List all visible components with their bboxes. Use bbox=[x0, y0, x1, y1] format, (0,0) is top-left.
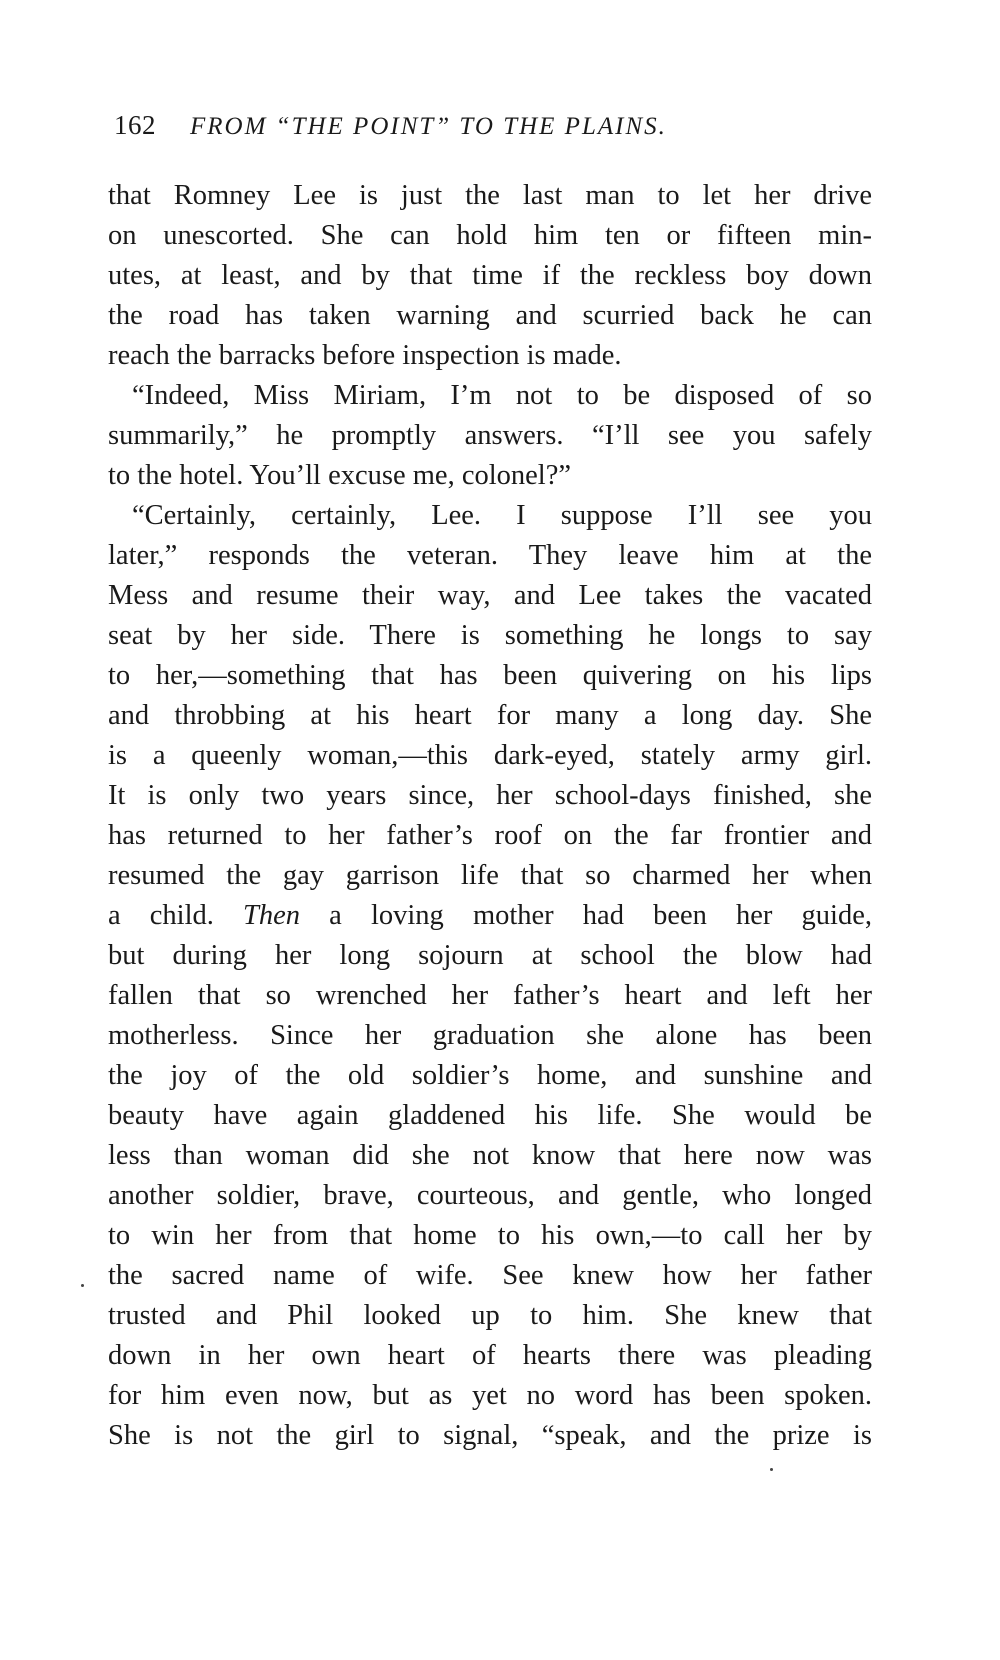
text-line: motherless. Since her graduation she alone has been bbox=[108, 1020, 872, 1051]
text-line: to the hotel. You’ll excuse me, colonel?” bbox=[108, 460, 572, 491]
text-line: less than woman did she not know that here now was bbox=[108, 1140, 872, 1171]
text-line: that Romney Lee is just the last man to let her drive bbox=[108, 180, 872, 211]
text-line: trusted and Phil looked up to him. She knew that bbox=[108, 1300, 872, 1331]
text-line: beauty have again gladdened his life. She would be bbox=[108, 1100, 872, 1131]
text-line: fallen that so wrenched her father’s heart and left her bbox=[108, 980, 872, 1011]
text-line: for him even now, but as yet no word has been spoken. bbox=[108, 1380, 872, 1411]
text-line: on unescorted. She can hold him ten or fifteen min- bbox=[108, 220, 872, 251]
text-line: resumed the gay garrison life that so charmed her when bbox=[108, 860, 872, 891]
text-line: a child. Then a loving mother had been her guide, bbox=[108, 900, 873, 931]
page-number: 162 bbox=[114, 110, 156, 140]
text-line: utes, at least, and by that time if the reckless boy down bbox=[108, 260, 872, 291]
margin-speck bbox=[81, 1284, 84, 1287]
text-line: down in her own heart of hearts there was pleading bbox=[108, 1340, 872, 1371]
text-line: reach the barracks before inspection is made. bbox=[108, 340, 622, 371]
text-line: to her,—something that has been quivering on his lips bbox=[108, 660, 872, 691]
text-line: is a queenly woman,—this dark-eyed, stately army girl. bbox=[108, 740, 872, 771]
running-head: FROM “THE POINT” TO THE PLAINS. bbox=[190, 113, 667, 140]
text-line: She is not the girl to signal, “speak, and the prize is bbox=[108, 1420, 872, 1451]
text-line: the joy of the old soldier’s home, and sunshine and bbox=[108, 1060, 872, 1091]
text-line: “Certainly, certainly, Lee. I suppose I’ll see you bbox=[132, 500, 872, 531]
text-line: and throbbing at his heart for many a long day. She bbox=[108, 700, 872, 731]
italic-word: Then bbox=[243, 900, 301, 931]
text-line: has returned to her father’s roof on the far frontier and bbox=[108, 820, 872, 851]
text-line: seat by her side. There is something he longs to say bbox=[108, 620, 872, 651]
text-line: the road has taken warning and scurried back he can bbox=[108, 300, 872, 331]
text-line: but during her long sojourn at school the blow had bbox=[108, 940, 872, 971]
text-line: later,” responds the veteran. They leave him at the bbox=[108, 540, 872, 571]
text-line: another soldier, brave, courteous, and gentle, who longed bbox=[108, 1180, 872, 1211]
text-line: “Indeed, Miss Miriam, I’m not to be disposed of so bbox=[132, 380, 872, 411]
margin-speck bbox=[770, 1468, 773, 1471]
text-line: summarily,” he promptly answers. “I’ll see you safely bbox=[108, 420, 872, 451]
text-line: to win her from that home to his own,—to call her by bbox=[108, 1220, 872, 1251]
page-header bbox=[114, 110, 874, 150]
text-line: Mess and resume their way, and Lee takes the vacated bbox=[108, 580, 872, 611]
body-text bbox=[108, 176, 872, 1456]
text-line: the sacred name of wife. See knew how her father bbox=[108, 1260, 872, 1291]
text-line: It is only two years since, her school-days finished, she bbox=[108, 780, 872, 811]
